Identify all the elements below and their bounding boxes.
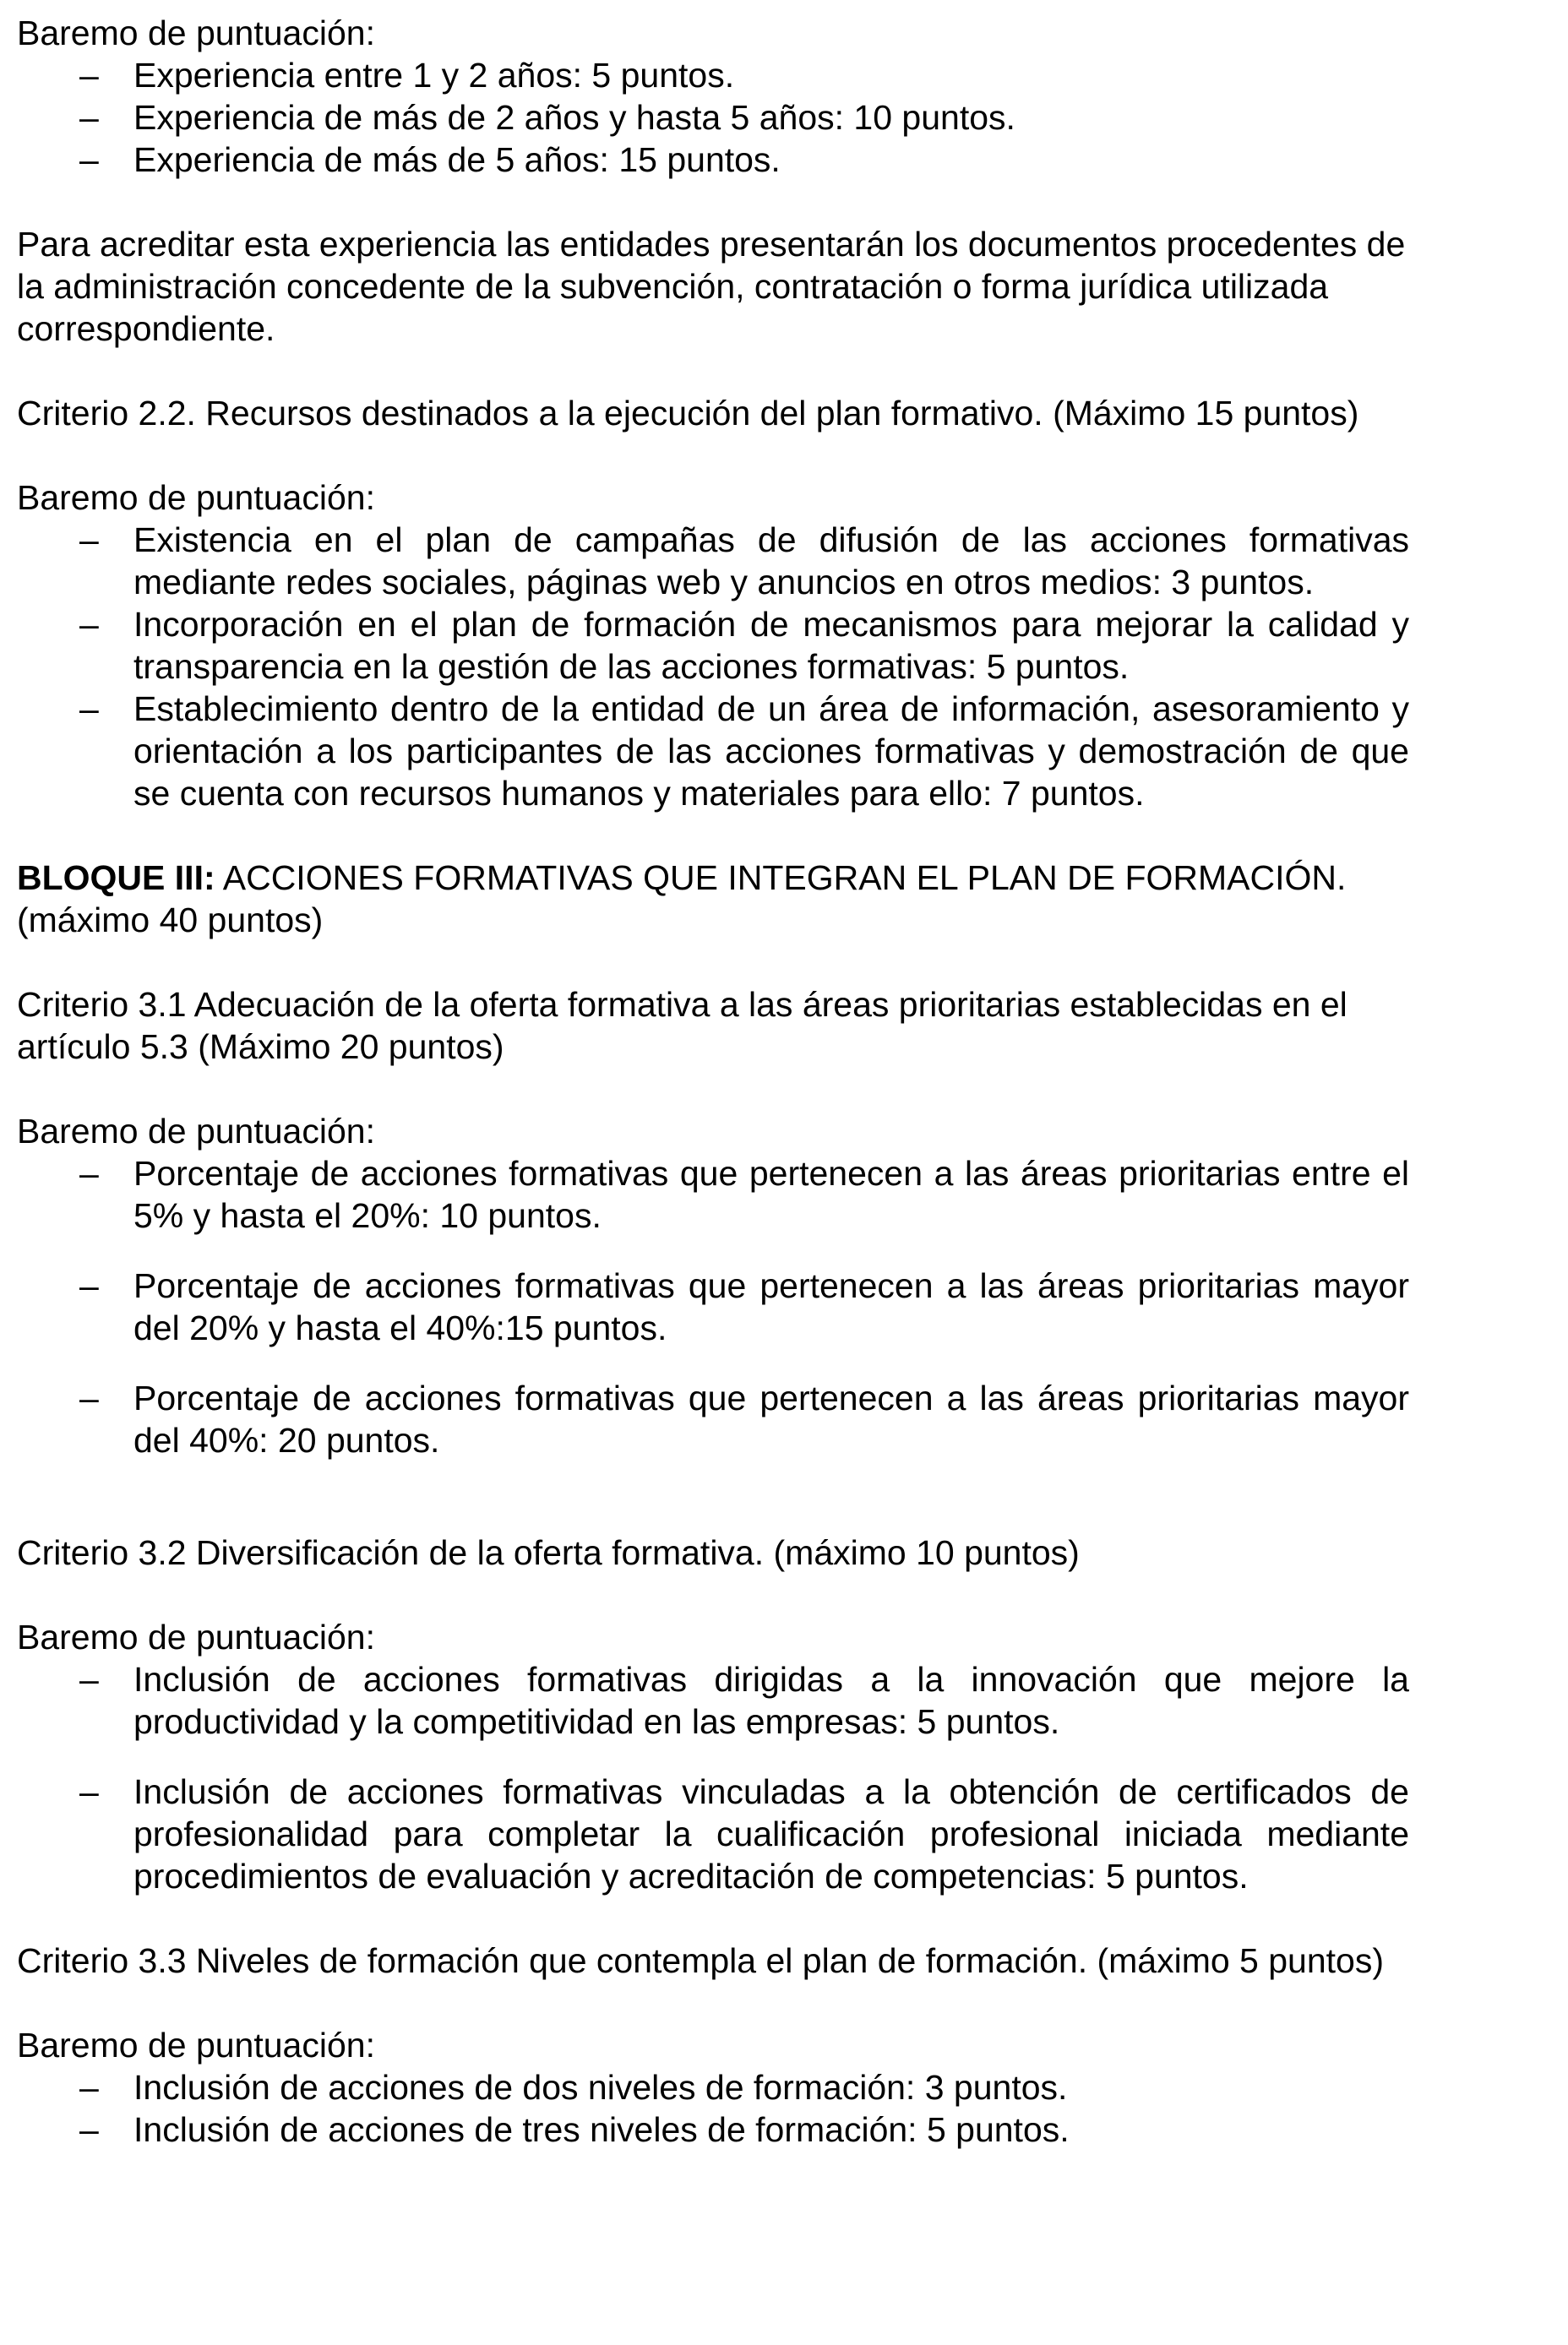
paragraph: Baremo de puntuación:	[17, 1112, 375, 1151]
list-item-text: Inclusión de acciones formativas dirigidas a la innovación que mejore la productividad y la competitividad en las empresas: 5 puntos.	[133, 1660, 1409, 1741]
section-heading-label: BLOQUE III:	[17, 858, 215, 897]
list-item-text: Establecimiento dentro de la entidad de un área de información, asesoramiento y orientación a los participantes de las acciones formativas y demostración de que se cuenta con recursos humanos y materiales para ello: 7 puntos.	[133, 689, 1409, 813]
paragraph: Criterio 3.1 Adecuación de la oferta formativa a las áreas prioritarias establecidas en el artículo 5.3 (Máximo 20 puntos)	[17, 985, 1348, 1066]
list-item	[17, 1377, 1409, 1461]
paragraph: Baremo de puntuación:	[17, 478, 375, 517]
list-item	[17, 2066, 1409, 2108]
list-item-text: Porcentaje de acciones formativas que pertenecen a las áreas prioritarias mayor del 20% y hasta el 40%:15 puntos.	[133, 1266, 1409, 1347]
list-item-text: Inclusión de acciones de tres niveles de formación: 5 puntos.	[133, 2110, 1070, 2149]
dash-bullet-icon: –	[79, 98, 99, 137]
list-item	[17, 1658, 1409, 1743]
section-heading	[17, 857, 1409, 941]
list-item	[17, 54, 1409, 96]
paragraph: Para acreditar esta experiencia las entidades presentarán los documentos procedentes de la administración concedente de la subvención, contratación o forma jurídica utilizada correspondiente.	[17, 225, 1406, 348]
list-item	[17, 96, 1409, 139]
dash-bullet-icon: –	[79, 1772, 99, 1811]
dash-bullet-icon: –	[79, 56, 99, 95]
list-item	[17, 1152, 1409, 1237]
list-item	[17, 139, 1409, 181]
list-item-text: Experiencia entre 1 y 2 años: 5 puntos.	[133, 56, 735, 95]
paragraph: Criterio 3.2 Diversificación de la oferta formativa. (máximo 10 puntos)	[17, 1533, 1080, 1572]
paragraph: Criterio 2.2. Recursos destinados a la ejecución del plan formativo. (Máximo 15 puntos)	[17, 394, 1359, 433]
dash-bullet-icon: –	[79, 1154, 99, 1193]
list-item-text: Porcentaje de acciones formativas que pertenecen a las áreas prioritarias entre el 5% y hasta el 20%: 10 puntos.	[133, 1154, 1409, 1235]
dash-bullet-icon: –	[79, 2110, 99, 2149]
bullet-list	[17, 519, 1409, 814]
dash-bullet-icon: –	[79, 2068, 99, 2107]
bullet-list	[17, 1658, 1409, 1897]
bullet-list	[17, 1152, 1409, 1461]
dash-bullet-icon: –	[79, 140, 99, 179]
list-item-text: Experiencia de más de 2 años y hasta 5 años: 10 puntos.	[133, 98, 1015, 137]
dash-bullet-icon: –	[79, 1379, 99, 1417]
list-item-text: Experiencia de más de 5 años: 15 puntos.	[133, 140, 781, 179]
bullet-list	[17, 2066, 1409, 2151]
list-item-text: Incorporación en el plan de formación de mecanismos para mejorar la calidad y transparencia en la gestión de las acciones formativas: 5 puntos.	[133, 605, 1409, 686]
section-heading-text: ACCIONES FORMATIVAS QUE INTEGRAN EL PLAN DE FORMACIÓN. (máximo 40 puntos)	[17, 858, 1347, 939]
document-page	[17, 12, 1409, 2151]
paragraph: Baremo de puntuación:	[17, 14, 375, 52]
list-item	[17, 603, 1409, 688]
list-item	[17, 1265, 1409, 1349]
list-item	[17, 2108, 1409, 2151]
list-item	[17, 688, 1409, 814]
list-item-text: Inclusión de acciones formativas vinculadas a la obtención de certificados de profesionalidad para completar la cualificación profesional iniciada mediante procedimientos de evaluación y acreditación de competencias: 5 puntos.	[133, 1772, 1409, 1896]
list-item-text: Porcentaje de acciones formativas que pertenecen a las áreas prioritarias mayor del 40%: 20 puntos.	[133, 1379, 1409, 1460]
list-item-text: Existencia en el plan de campañas de difusión de las acciones formativas mediante redes sociales, páginas web y anuncios en otros medios: 3 puntos.	[133, 520, 1409, 601]
dash-bullet-icon: –	[79, 689, 99, 728]
list-item	[17, 519, 1409, 603]
dash-bullet-icon: –	[79, 520, 99, 559]
paragraph: Criterio 3.3 Niveles de formación que contempla el plan de formación. (máximo 5 puntos)	[17, 1941, 1384, 1980]
dash-bullet-icon: –	[79, 1266, 99, 1305]
list-item	[17, 1771, 1409, 1897]
dash-bullet-icon: –	[79, 605, 99, 644]
bullet-list	[17, 54, 1409, 181]
paragraph: Baremo de puntuación:	[17, 2026, 375, 2065]
paragraph: Baremo de puntuación:	[17, 1618, 375, 1657]
dash-bullet-icon: –	[79, 1660, 99, 1699]
list-item-text: Inclusión de acciones de dos niveles de formación: 3 puntos.	[133, 2068, 1068, 2107]
